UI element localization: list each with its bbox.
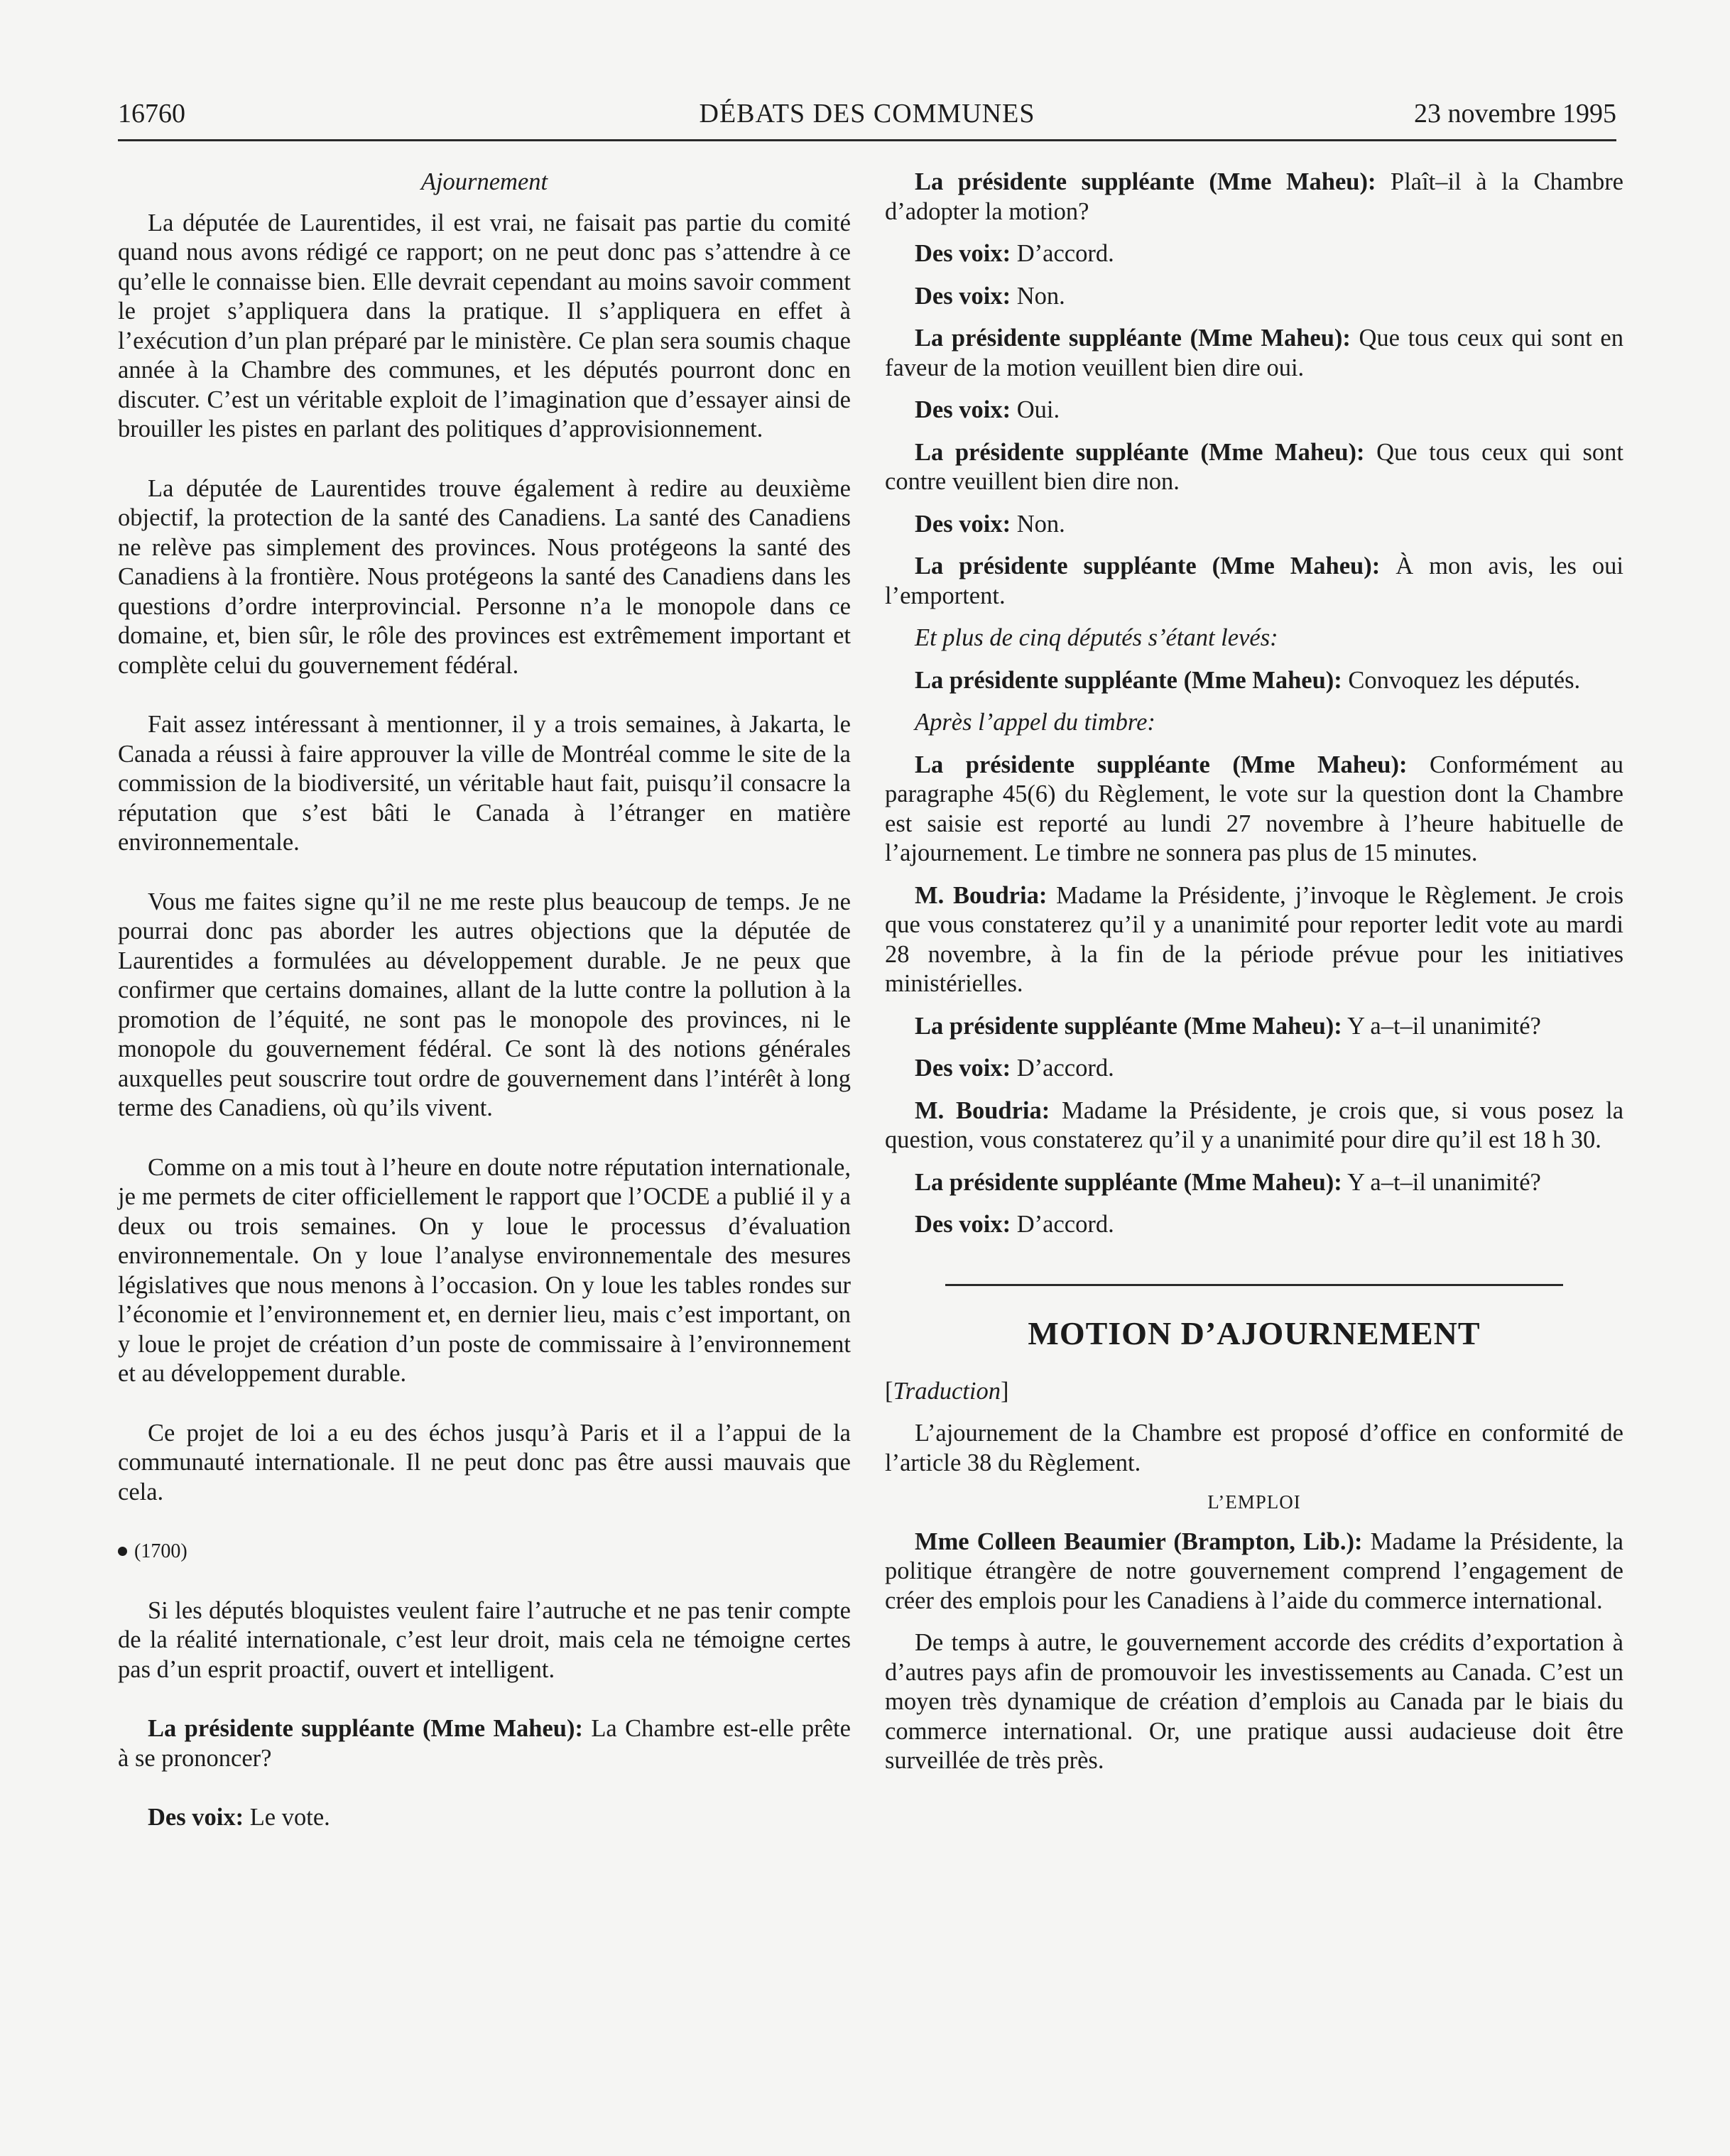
paragraph: Ce projet de loi a eu des échos jusqu’à Paris et il a l’appui de la communauté internationale. Il ne peut donc pas être aussi mauvais que cela. bbox=[118, 1419, 851, 1506]
speech-text: D’accord. bbox=[1011, 1211, 1114, 1238]
paragraph: La députée de Laurentides trouve également à redire au deuxième objectif, la protection de la santé des Canadiens. La santé des Canadiens ne relève pas simplement des provinces. Nous protégeons la santé des Canadiens à la frontière. Nous protégeons la santé des Canadiens dans les questions d’ordre interprovincial. Personne n’a le monopole dans ce domaine, et, bien sûr, le rôle des provinces est extrêmement important et complète celui du gouvernement fédéral. bbox=[118, 474, 851, 679]
speaker: La présidente suppléante (Mme Maheu): bbox=[915, 1012, 1342, 1040]
speaker: Des voix: bbox=[915, 396, 1011, 423]
bullet-icon bbox=[118, 1547, 127, 1556]
speaker: La présidente suppléante (Mme Maheu): bbox=[915, 552, 1381, 579]
speech bbox=[885, 396, 1623, 425]
speech bbox=[118, 1803, 851, 1833]
section-title: MOTION D’AJOURNEMENT bbox=[1028, 1314, 1481, 1351]
subheading: L’EMPLOI bbox=[1207, 1491, 1301, 1513]
timestamp-marker bbox=[118, 1537, 851, 1567]
speech bbox=[885, 881, 1623, 999]
paragraph: De temps à autre, le gouvernement accorde des crédits d’exportation à d’autres pays afin de promouvoir les investissements au Canada. C’est un moyen très dynamique de création d’emplois au Canada par le biais du commerce international. Or, une pratique aussi audacieuse doit être surveillée de très près. bbox=[885, 1629, 1623, 1774]
speech-text: Non. bbox=[1011, 510, 1065, 538]
paragraph: Fait assez intéressant à mentionner, il y a trois semaines, à Jakarta, le Canada a réussi à faire approuver la ville de Montréal comme le site de la commission de la biodiversité, un véritable haut fait, puisqu’il consacre la réputation que s’est bâti le Canada à l’étranger en matière environnementale. bbox=[118, 711, 851, 856]
speech-text: Y a–t–il unanimité? bbox=[1342, 1012, 1541, 1040]
speech bbox=[885, 552, 1623, 611]
issue-date: 23 novembre 1995 bbox=[1414, 99, 1616, 129]
speech bbox=[885, 751, 1623, 869]
right-column bbox=[885, 168, 1623, 1776]
speaker: Des voix: bbox=[915, 240, 1011, 267]
speaker: La présidente suppléante (Mme Maheu): bbox=[148, 1715, 583, 1742]
speech bbox=[118, 1714, 851, 1773]
speech bbox=[885, 1012, 1623, 1042]
speech bbox=[885, 1528, 1623, 1616]
speech bbox=[885, 438, 1623, 497]
speech bbox=[885, 1210, 1623, 1240]
speech bbox=[885, 666, 1623, 696]
speech-text: Que tous ceux qui sont contre veuillent bien dire non. bbox=[885, 438, 1624, 495]
page-header bbox=[118, 92, 1616, 141]
speaker: La présidente suppléante (Mme Maheu): bbox=[915, 666, 1342, 694]
paragraph: Si les députés bloquistes veulent faire l’autruche et ne pas tenir compte de la réalité internationale, c’est leur droit, mais cela ne témoigne certes pas d’un esprit proactif, ouvert et intelligent. bbox=[118, 1596, 851, 1683]
translation-tag: Traduction bbox=[893, 1377, 1001, 1405]
page-number: 16760 bbox=[118, 99, 185, 129]
speech bbox=[885, 1168, 1623, 1198]
left-column bbox=[118, 168, 851, 1833]
speech-text: Madame la Présidente, j’invoque le Règlement. Je crois que vous constaterez qu’il y a unanimité pour reporter ledit vote au mardi 28 novembre, à la fin de la période prévue pour les initiatives ministérielles. bbox=[885, 881, 1623, 997]
stage-direction: Après l’appel du timbre: bbox=[915, 709, 1155, 736]
speech-text: Que tous ceux qui sont en faveur de la motion veuillent bien dire oui. bbox=[885, 325, 1623, 381]
section-divider bbox=[945, 1284, 1563, 1286]
speaker: Des voix: bbox=[915, 282, 1011, 310]
speaker: Des voix: bbox=[915, 510, 1011, 538]
speech-text: Oui. bbox=[1011, 396, 1060, 423]
speech bbox=[885, 1096, 1623, 1155]
speech-text: Y a–t–il unanimité? bbox=[1342, 1168, 1541, 1196]
speaker: Des voix: bbox=[915, 1055, 1011, 1082]
speech-text: Madame la Présidente, la politique étrangère de notre gouvernement comprend l’engagement de créer des emplois pour les Canadiens à l’aide du commerce international. bbox=[885, 1528, 1623, 1614]
speech-text: D’accord. bbox=[1011, 240, 1114, 267]
speaker: La présidente suppléante (Mme Maheu): bbox=[915, 168, 1376, 195]
speaker: Mme Colleen Beaumier (Brampton, Lib.): bbox=[915, 1528, 1363, 1555]
paragraph: Vous me faites signe qu’il ne me reste plus beaucoup de temps. Je ne pourrai donc pas aborder les autres objections que la députée de Laurentides a formulées au développement durable. Je ne peux que confirmer que certains domaines, allant de la lutte contre la pollution à la promotion de l’équité, ne sont pas le monopole des provinces, ni le monopole du gouvernement fédéral. Ce sont là des notions générales auxquelles peut souscrire tout ordre de gouvernement dans l’intérêt à long terme des Canadiens, où qu’ils vivent. bbox=[118, 888, 851, 1121]
paragraph: La députée de Laurentides, il est vrai, ne faisait pas partie du comité quand nous avons rédigé ce rapport; on ne peut donc pas s’attendre à ce qu’elle le connaisse bien. Elle devrait cependant au moins savoir comment le projet s’appliquera dans la pratique. Il s’appliquera en effet à l’exécution d’un plan préparé par le ministère. Ce plan sera soumis chaque année à la Chambre des communes, et les députés pourront donc en discuter. C’est un véritable exploit de l’imagination que d’essayer ainsi de brouiller les pistes en parlant des politiques d’approvisionnement. bbox=[118, 209, 851, 442]
speaker: La présidente suppléante (Mme Maheu): bbox=[915, 438, 1365, 466]
speech-text: À mon avis, les oui l’emportent. bbox=[885, 552, 1623, 609]
speaker: La présidente suppléante (Mme Maheu): bbox=[915, 325, 1351, 352]
speech-text: Non. bbox=[1011, 282, 1065, 310]
speech bbox=[885, 239, 1623, 269]
stage-direction: Et plus de cinq députés s’étant levés: bbox=[915, 624, 1278, 651]
speech-text: Madame la Présidente, je crois que, si vous posez la question, vous constaterez qu’il y a unanimité pour dire qu’il est 18 h 30. bbox=[885, 1096, 1624, 1153]
speech bbox=[885, 324, 1623, 383]
timestamp: (1700) bbox=[134, 1540, 187, 1562]
speech-text: Convoquez les députés. bbox=[1342, 666, 1581, 694]
speaker: La présidente suppléante (Mme Maheu): bbox=[915, 751, 1408, 778]
speaker: La présidente suppléante (Mme Maheu): bbox=[915, 1168, 1342, 1196]
publication-title: DÉBATS DES COMMUNES bbox=[699, 99, 1035, 129]
speech bbox=[885, 510, 1623, 540]
speech-text: Le vote. bbox=[244, 1804, 330, 1831]
speech bbox=[885, 1054, 1623, 1084]
speech bbox=[885, 282, 1623, 312]
speech-text: D’accord. bbox=[1011, 1055, 1114, 1082]
speech-text: Plaît–il à la Chambre d’adopter la motion? bbox=[885, 168, 1623, 225]
speaker: Des voix: bbox=[148, 1804, 244, 1831]
speech-text: Conformément au paragraphe 45(6) du Règlement, le vote sur la question dont la Chambre est saisie est reporté au lundi 27 novembre à l’heure habituelle de l’ajournement. Le timbre ne sonnera pas plus de 15 minutes. bbox=[885, 751, 1623, 866]
speech bbox=[885, 168, 1623, 227]
paragraph: L’ajournement de la Chambre est proposé d’office en conformité de l’article 38 du Règlement. bbox=[885, 1420, 1623, 1476]
speaker: M. Boudria: bbox=[915, 1096, 1050, 1124]
translation-note: [Traduction] bbox=[885, 1377, 1009, 1405]
speaker: Des voix: bbox=[915, 1211, 1011, 1238]
section-label: Ajournement bbox=[420, 168, 548, 195]
paragraph: Comme on a mis tout à l’heure en doute notre réputation internationale, je me permets de citer officiellement le rapport que l’OCDE a publié il y a deux ou trois semaines. On y loue le processus d’évaluation environnementale. On y loue l’analyse environnementale des mesures législatives que nous menons à l’occasion. On y loue les tables rondes sur l’économie et l’environnement et, en dernier lieu, mais c’est important, on y loue le projet de création d’un poste de commissaire à l’environnement et au développement durable. bbox=[118, 1153, 851, 1387]
speech-text: La Chambre est-elle prête à se prononcer? bbox=[118, 1715, 851, 1772]
speaker: M. Boudria: bbox=[915, 881, 1048, 909]
